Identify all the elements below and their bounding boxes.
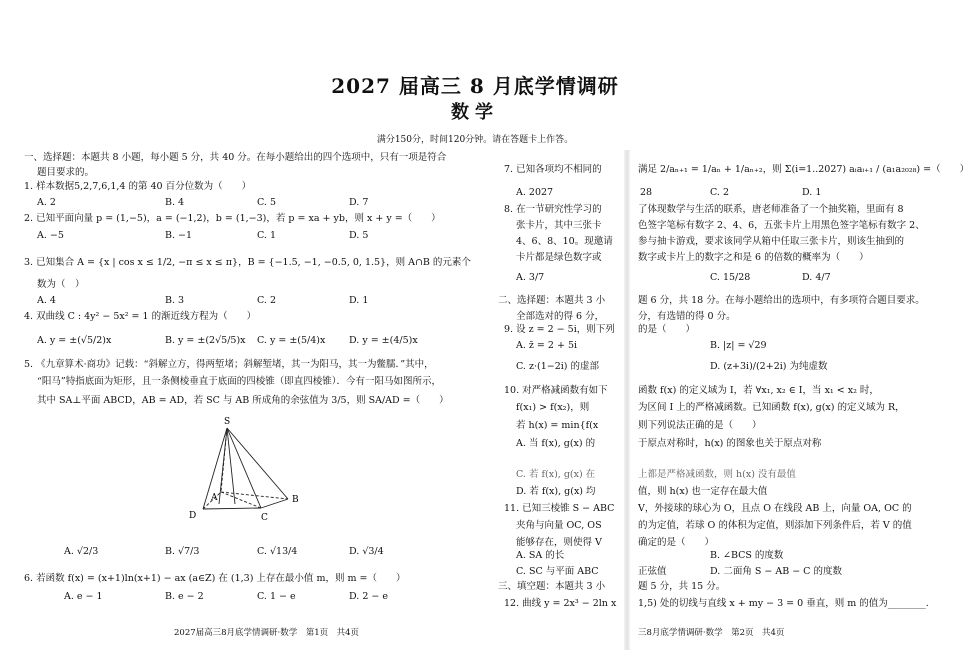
question-12-right: 1,5) 处的切线与直线 x + my − 3 = 0 垂直，则 m 的值为________. (638, 598, 929, 609)
q9-option-a: A. z̄ = 2 + 5i (516, 340, 578, 351)
question-8-right4: 数字或卡片上的数字之和是 6 的倍数的概率为（ ） (638, 252, 869, 263)
section1-heading-cont: 题目要求的。 (37, 167, 95, 178)
q9-option-b: B. |z| = √29 (710, 340, 767, 351)
q2-option-b: B. −1 (165, 230, 193, 241)
q9-option-d: D. (z+3i)/(2+2i) 为纯虚数 (710, 361, 828, 372)
question-11-right2: 的为定值，若球 O 的体积为定值，则添加下列条件后，若 V 的值 (638, 520, 912, 531)
q9-option-c: C. z·(1−2i) 的虚部 (516, 361, 600, 372)
q11-option-c: C. SC 与平面 ABC (516, 566, 599, 577)
section3-heading: 三、填空题：本题共 3 小 (498, 581, 606, 592)
page2-right-column (630, 0, 969, 640)
vertex-a-label: A (211, 493, 218, 503)
question-10: 10. 对严格减函数有如下 (504, 385, 608, 396)
question-10-right2: 为区间 I 上的严格减函数。已知函数 f(x), g(x) 的定义域为 R， (638, 402, 905, 413)
question-8-right1: 了体现数学与生活的联系，唐老师准备了一个抽奖箱，里面有 8 (638, 204, 904, 215)
section2-heading-cont: 全部选对的得 6 分， (516, 311, 605, 322)
question-11-right3: 确定的是（ ） (638, 537, 715, 548)
q7-option-b: 28 (640, 187, 653, 198)
question-8: 8. 在一节研究性学习的 (504, 204, 602, 215)
page1-footer: 2027届高三8月底学情调研·数学 第1页 共4页 (174, 628, 360, 638)
q4-option-a: A. y = ±(√5/2)x (37, 335, 112, 346)
question-8-right2: 色签字笔标有数字 2、4、6，五张卡片上用黑色签字笔标有数字 2、 (638, 220, 925, 231)
vertex-c-label: C (261, 513, 268, 523)
section3-right: 题 5 分，共 15 分。 (638, 581, 726, 592)
question-5-cont1: “阳马”特指底面为矩形，且一条侧棱垂直于底面的四棱锥（即直四棱锥）．今有一阳马如图所示， (37, 376, 441, 387)
subject-heading: 数学 (451, 102, 499, 123)
question-8-right3: 参与抽卡游戏，要求该同学从箱中任取三张卡片，则该生抽到的 (638, 236, 905, 247)
vertex-b-label: B (292, 495, 299, 505)
q11-option-a: A. SA 的长 (516, 550, 565, 561)
q7-option-c: C. 2 (710, 187, 730, 198)
page2-footer: 三8月底学情调研·数学 第2页 共4页 (638, 628, 785, 638)
q10-option-c-right: 上都是严格减函数，则 h(x) 没有最值 (638, 469, 796, 480)
question-8-cont1: 张卡片，其中三张卡 (516, 220, 602, 231)
q10-option-d: D. 若 f(x), g(x) 均 (516, 486, 596, 497)
question-11: 11. 已知三棱锥 S − ABC (504, 503, 615, 514)
q2-option-a: A. −5 (37, 230, 64, 241)
question-1: 1. 样本数据5,2,7,6,1,4 的第 40 百分位数为（ ） (24, 181, 252, 192)
q1-option-b: B. 4 (165, 197, 185, 208)
q10-option-a-right: 于原点对称时，h(x) 的图象也关于原点对称 (638, 438, 822, 449)
q8-option-a: A. 3/7 (516, 272, 545, 283)
q7-option-a: A. 2027 (516, 187, 554, 198)
q5-option-d: D. √3/4 (349, 546, 384, 557)
question-3-cont: 数为（ ） (37, 279, 85, 290)
question-10-cont1: f(x₁) > f(x₂)，则 (516, 402, 590, 413)
question-5-cont2: 其中 SA⊥平面 ABCD，AB = AD，若 SC 与 AB 所成角的余弦值为 3/5，则 SA/AD =（ ） (37, 395, 449, 406)
q6-option-a: A. e − 1 (64, 591, 103, 602)
question-9: 9. 设 z = 2 − 5i，则下列 (504, 324, 615, 335)
exam-note: 满分150分，时间120分钟。请在答题卡上作答。 (376, 135, 574, 145)
question-10-right1: 函数 f(x) 的定义域为 I，若 ∀x₁, x₂ ∈ I，当 x₁ < x₂ 时， (638, 385, 879, 396)
q2-option-d: D. 5 (349, 230, 369, 241)
question-3: 3. 已知集合 A = {x | cos x ≤ 1/2, −π ≤ x ≤ π}，B = {−1.5, −1, −0.5, 0, 1.5}，则 A∩B 的元素个 (24, 257, 471, 268)
q1-option-d: D. 7 (349, 197, 369, 208)
q1-option-a: A. 2 (37, 197, 56, 208)
vertex-s-label: S (224, 417, 231, 427)
q4-option-b: B. y = ±(2√5/5)x (165, 335, 246, 346)
q4-option-d: D. y = ±(4/5)x (349, 335, 418, 346)
question-8-cont2: 4、6、8、10。现邀请 (516, 236, 613, 247)
q3-option-c: C. 2 (257, 295, 277, 306)
q7-option-d: D. 1 (802, 187, 822, 198)
q6-option-d: D. 2 − e (349, 591, 388, 602)
pyramid-figure (175, 412, 325, 532)
q10-option-d-right: 值，则 h(x) 也一定存在最大值 (638, 486, 768, 497)
q3-option-d: D. 1 (349, 295, 369, 306)
question-11-cont2: 能够存在，则使得 V (516, 537, 602, 548)
q4-option-c: C. y = ±(5/4)x (257, 335, 326, 346)
q3-option-b: B. 3 (165, 295, 185, 306)
question-2: 2. 已知平面向量 p = (1,−5)，a = (−1,2)，b = (1,−3)，若 p = xa + yb，则 x + y =（ ） (24, 213, 441, 224)
vertex-d-label: D (189, 511, 197, 521)
q11-option-c-right: 正弦值 (638, 566, 667, 577)
question-10-cont2: 若 h(x) = min{f(x (516, 420, 599, 431)
question-6: 6. 若函数 f(x) = (x+1)ln(x+1) − ax (a∈Z) 在 (1,3) 上存在最小值 m，则 m =（ ） (24, 573, 406, 584)
q8-option-c: C. 15/28 (710, 272, 751, 283)
q6-option-c: C. 1 − e (257, 591, 296, 602)
q10-option-c: C. 若 f(x), g(x) 在 (516, 469, 596, 480)
q5-option-c: C. √13/4 (257, 546, 298, 557)
section2-right2: 分，有选错的得 0 分。 (638, 311, 736, 322)
section2-right1: 题 6 分，共 18 分。在每小题给出的选项中，有多项符合题目要求。 (638, 295, 925, 306)
q6-option-b: B. e − 2 (165, 591, 204, 602)
q1-option-c: C. 5 (257, 197, 277, 208)
section1-heading: 一、选择题：本题共 8 小题，每小题 5 分，共 40 分。在每小题给出的四个选项中，只有一项是符合 (24, 152, 447, 163)
page2-left-column (498, 0, 623, 640)
question-7: 7. 已知各项均不相同的 (504, 164, 602, 175)
q11-option-b: B. ∠BCS 的度数 (710, 550, 784, 561)
question-10-right3: 则下列说法正确的是（ ） (638, 420, 762, 431)
exam-title: 2027 届高三 8 月底学情调研 (331, 74, 619, 98)
q10-option-a: A. 当 f(x), g(x) 的 (516, 438, 596, 449)
question-8-cont3: 卡片都是绿色数字或 (516, 252, 602, 263)
question-11-right1: V，外接球的球心为 O，且点 O 在线段 AB 上，向量 OA, OC 的 (638, 503, 912, 514)
question-5: 5. 《九章算术·商功》记载：“斜解立方，得两堑堵；斜解堑堵，其一为阳马，其一为鳖臑．”其中， (24, 359, 434, 370)
q11-option-d: D. 二面角 S − AB − C 的度数 (710, 566, 842, 577)
q5-option-a: A. √2/3 (64, 546, 99, 557)
section2-heading: 二、选择题：本题共 3 小 (498, 295, 606, 306)
question-11-cont1: 夹角与向量 OC, OS (516, 520, 602, 531)
q8-option-d: D. 4/7 (802, 272, 831, 283)
q5-option-b: B. √7/3 (165, 546, 200, 557)
question-9-right: 的是（ ） (638, 324, 696, 335)
q2-option-c: C. 1 (257, 230, 277, 241)
question-7-cont: 满足 2/aₙ₊₁ = 1/aₙ + 1/aₙ₊₂，则 Σ(i=1..2027) aᵢaᵢ₊₁ / (a₁a₂₀₂₈) =（ ） (638, 164, 969, 175)
question-4: 4. 双曲线 C : 4y² − 5x² = 1 的渐近线方程为（ ） (24, 311, 257, 322)
q3-option-a: A. 4 (37, 295, 56, 306)
question-12: 12. 曲线 y = 2x³ − 2ln x (504, 598, 617, 609)
